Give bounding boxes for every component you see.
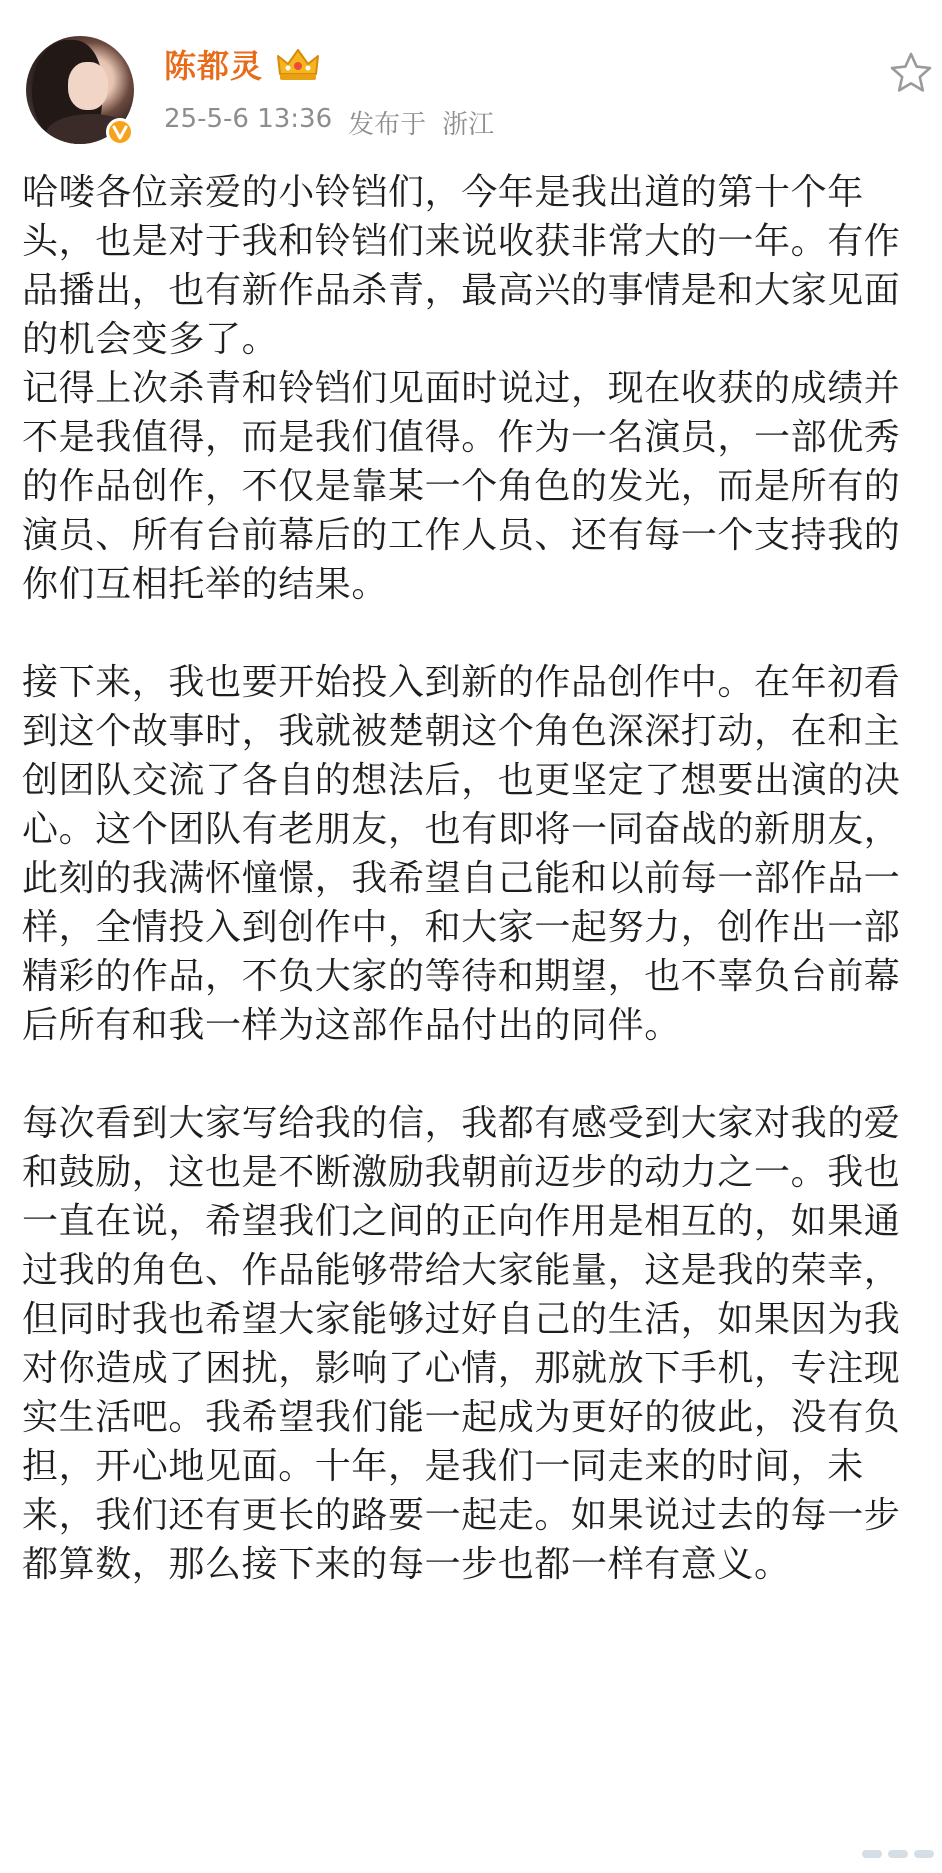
- post-meta: [164, 104, 494, 141]
- paragraph-gap: [22, 1050, 932, 1099]
- author-name[interactable]: 陈都灵: [164, 47, 264, 85]
- post-location: 浙江: [442, 110, 495, 140]
- author-avatar[interactable]: [26, 36, 134, 144]
- post-paragraph-1: 哈喽各位亲爱的小铃铛们，今年是我出道的第十个年头，也是对于我和铃铛们来说收获非常大的一年。有作品播出，也有新作品杀青，最高兴的事情是和大家见面的机会变多了。: [22, 172, 901, 360]
- post-paragraph-3: 接下来，我也要开始投入到新的作品创作中。在年初看到这个故事时，我就被楚朝这个角色深深打动，在和主创团队交流了各自的想法后，也更坚定了想要出演的决心。这个团队有老朋友，也有即将一同奋战的新朋友，此刻的我满怀憧憬，我希望自己能和以前每一部作品一样，全情投入到创作中，和大家一起努力，创作出一部精彩的作品，不负大家的等待和期望，也不辜负台前幕后所有和我一样为这部作品付出的同伴。: [22, 662, 901, 1046]
- avatar-face-shape: [68, 62, 108, 110]
- watermark-logo: [784, 1837, 934, 1871]
- post-paragraph-4: 每次看到大家写给我的信，我都有感受到大家对我的爱和鼓励，这也是不断激励我朝前迈步的动力之一。我也一直在说，希望我们之间的正向作用是相互的，如果通过我的角色、作品能够带给大家能量，这是我的荣幸，但同时我也希望大家能够过好自己的生活，如果因为我对你造成了困扰，影响了心情，那就放下手机，专注现实生活吧。我希望我们能一起成为更好的彼此，没有负担，开心地见面。十年，是我们一同走来的时间，未来，我们还有更长的路要一起走。如果说过去的每一步都算数，那么接下来的每一步也都一样有意义。: [22, 1103, 901, 1585]
- watermark-mark: [914, 1850, 934, 1858]
- post-header: [0, 0, 942, 160]
- post-body: [22, 168, 932, 1589]
- author-name-row: [164, 42, 321, 86]
- watermark-mark: [862, 1850, 882, 1858]
- post-location-prefix: 发布于: [348, 110, 427, 140]
- paragraph-gap: [22, 609, 932, 658]
- watermark-mark: [888, 1850, 908, 1858]
- favorite-button[interactable]: [888, 50, 934, 96]
- post-paragraph-2: 记得上次杀青和铃铛们见面时说过，现在收获的成绩并不是我值得，而是我们值得。作为一名演员，一部优秀的作品创作，不仅是靠某一个角色的发光，而是所有的演员、所有台前幕后的工作人员、还有每一个支持我的你们互相托举的结果。: [22, 368, 901, 605]
- crown-icon: [275, 46, 321, 82]
- post-timestamp: 25-5-6 13:36: [164, 104, 333, 134]
- verified-badge-icon: [106, 118, 134, 146]
- star-outline-icon: [888, 50, 934, 96]
